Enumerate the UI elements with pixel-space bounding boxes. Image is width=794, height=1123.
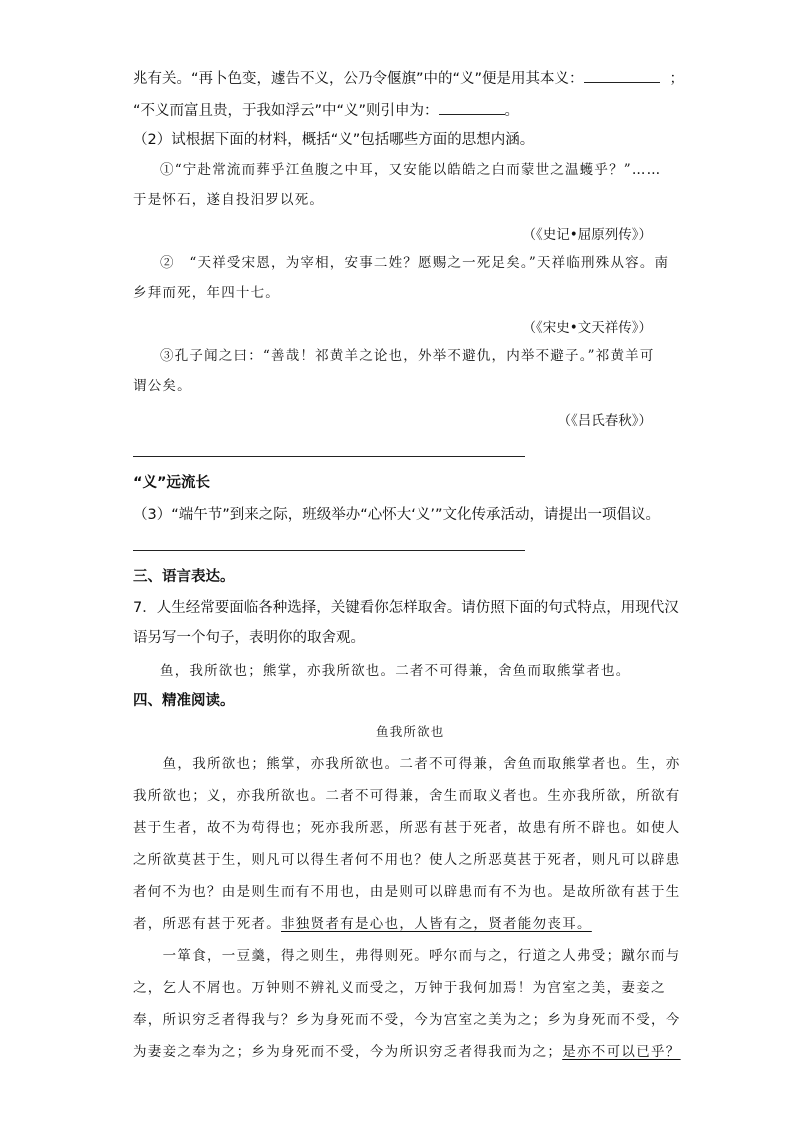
- q6-sub2-prompt: （2）试根据下面的材料，概括“义”包括哪些方面的思想内涵。: [133, 132, 535, 148]
- passage-line: 我所欲也；义，亦我所欲也。二者不可得兼，舍生而取义者也。生亦我所欲，所欲有: [133, 788, 681, 804]
- passage-line: 甚于生者，故不为苟得也；死亦我所恶，所恶有甚于死者，故患有所不辟也。如使人: [133, 820, 681, 836]
- q7-example: 鱼，我所欲也；熊掌，亦我所欲也。二者不可得兼，舍鱼而取熊掌者也。: [160, 663, 631, 679]
- passage-line: [133, 908, 653, 940]
- section3-title: 三、语言表达。: [133, 569, 235, 585]
- q6-sub3-prompt: （3）“端午节”到来之际，班级举办“心怀大‘义’”文化传承活动，请提出一项倡议。: [133, 507, 660, 523]
- passage-line: 奉，所识穷乏者得我与？乡为身死而不受，今为宫室之美为之；乡为身死而不受，今: [133, 1012, 681, 1028]
- passage-paragraph-2: [133, 940, 681, 1068]
- passage-paragraph-1: [133, 748, 681, 940]
- passage-line: 鱼，我所欲也；熊掌，亦我所欲也。二者不可得兼，舍鱼而取熊掌者也。生，亦: [133, 756, 681, 772]
- q6-line2: [133, 100, 519, 121]
- underlined-sentence-2: 是亦不可以已乎？: [562, 1044, 681, 1060]
- material-3-line2: 谓公矣。: [133, 378, 192, 394]
- passage-line: 之，乞人不屑也。万钟则不辨礼义而受之，万钟于我何加焉！为宫室之美，妻妾之: [133, 980, 666, 996]
- q6-line1: [133, 68, 684, 89]
- answer-blank-1[interactable]: [584, 68, 660, 83]
- q6-line1-end: ；: [669, 71, 685, 87]
- material-2-line1: ② “天祥受宋恩，为宰相，安事二姓？愿赐之一死足矣。”天祥临刑殊从容。南: [160, 255, 670, 271]
- answer-line-2[interactable]: [133, 550, 525, 551]
- passage-text: 者，所恶有甚于死者。: [133, 916, 281, 932]
- material-1-source: （《史记•屈原列传》）: [522, 227, 652, 243]
- passage-text: 为妻妾之奉为之；乡为身死而不受，今为所识穷乏者得我而为之；: [133, 1044, 563, 1060]
- section4-title: 四、精准阅读。: [133, 693, 235, 709]
- passage-line: 之所欲莫甚于生，则凡可以得生者何不用也？使人之所恶莫甚于死者，则凡可以辟患: [133, 852, 681, 868]
- material-1-line1: ①“宁赴常流而葬乎江鱼腹之中耳，又安能以皓皓之白而蒙世之温蠖乎？”……: [160, 162, 662, 178]
- q7-line2: 语另写一个句子，表明你的取舍观。: [133, 630, 365, 646]
- answer-line-1[interactable]: [133, 456, 525, 457]
- passage-title: 鱼我所欲也: [376, 724, 445, 739]
- q7-line1: 7．人生经常要面临各种选择，关键看你怎样取舍。请仿照下面的句式特点，用现代汉: [133, 600, 679, 616]
- section-heading: “义”远流长: [133, 475, 211, 491]
- material-3-source: （《吕氏春秋》）: [557, 413, 652, 429]
- underlined-sentence-1: 非独贤者有是心也，人皆有之，贤者能勿丧耳。: [281, 916, 592, 932]
- q6-line1-text: 兆有关。“再卜色变，遽告不义，公乃令偃旗”中的“义”便是用其本义：: [133, 71, 584, 87]
- material-3-line1: ③孔子闻之曰：“善哉！祁黄羊之论也，外举不避仇，内举不避子。”祁黄羊可: [160, 348, 655, 364]
- answer-blank-2[interactable]: [439, 100, 505, 115]
- material-2-line2: 乡拜而死，年四十七。: [133, 285, 280, 301]
- passage-line: 者何不为也？由是则生而有不用也，由是则可以辟患而有不为也。是故所欲有甚于生: [133, 884, 681, 900]
- material-1-line2: 于是怀石，遂自投汨罗以死。: [133, 192, 325, 208]
- passage-line: 一箪食，一豆羹，得之则生，弗得则死。呼尔而与之，行道之人弗受；蹴尔而与: [133, 948, 681, 964]
- q6-line2-text: “不义而富且贵，于我如浮云”中“义”则引申为：: [133, 103, 439, 119]
- q6-line2-end: 。: [504, 103, 520, 119]
- passage-line: [133, 1036, 681, 1068]
- material-2-source: （《宋史•文天祥传》）: [522, 320, 652, 336]
